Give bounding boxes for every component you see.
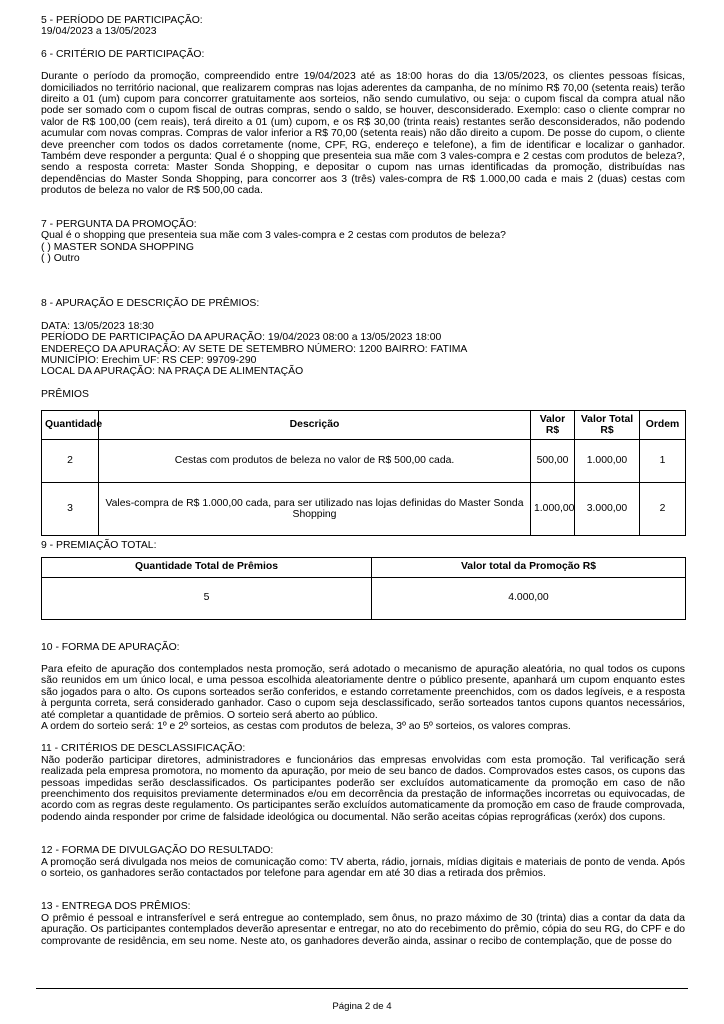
table-row: [42, 483, 686, 536]
section-7-question: Qual é o shopping que presenteia sua mãe com 3 vales-compra e 2 cestas com produtos de beleza?: [41, 230, 506, 242]
section-13-text: O prêmio é pessoal e intransferível e será entregue ao contemplado, sem ônus, no prazo máximo de 30 (trinta) dias a contar da data da apuração. Os participantes contemplados deverão apresentar e entregar, no ato do recebimento do prêmio, cópia do seu RG, do CPF e do comprovante de residência, em seu nome. Neste ato, os ganhadores deverão ainda, assinar o recibo de contemplação, que de posse do: [41, 912, 685, 947]
col-header-ordem: Ordem: [640, 411, 686, 440]
cell-valor-total: 3.000,00: [575, 483, 640, 536]
cell-quantidade-total: 5: [42, 577, 372, 619]
section-7-title: 7 - PERGUNTA DA PROMOÇÃO:: [41, 218, 197, 230]
section-5-title: 5 - PERÍODO DE PARTICIPAÇÃO:: [41, 15, 203, 26]
cell-valor: 1.000,00: [531, 483, 575, 536]
section-7-option-1: ( ) MASTER SONDA SHOPPING: [41, 241, 194, 253]
apuracao-municipio: MUNICÍPIO: Erechim UF: RS CEP: 99709-290: [41, 354, 257, 366]
cell-descricao: Vales-compra de R$ 1.000,00 cada, para ser utilizado nas lojas definidas do Master Sonda Shopping: [99, 483, 531, 536]
section-7-option-2: ( ) Outro: [41, 252, 80, 264]
section-9-title: 9 - PREMIAÇÃO TOTAL:: [41, 540, 157, 552]
premiacao-total-header: [42, 557, 686, 577]
col-header-quantidade: Quantidade: [42, 411, 99, 440]
section-5-text: 19/04/2023 a 13/05/2023: [41, 26, 157, 38]
section-12-title: 12 - FORMA DE DIVULGAÇÃO DO RESULTADO:: [41, 845, 274, 857]
section-6-title: 6 - CRITÉRIO DE PARTICIPAÇÃO:: [41, 48, 205, 60]
premiacao-total-table: [41, 557, 686, 620]
section-8-title: 8 - APURAÇÃO E DESCRIÇÃO DE PRÊMIOS:: [41, 298, 260, 310]
cell-quantidade: 3: [42, 483, 99, 536]
cell-ordem: 1: [640, 440, 686, 483]
section-6-text: Durante o período da promoção, compreendido entre 19/04/2023 até as 18:00 horas do dia 13/05/2023, os clientes pessoas físicas, domiciliados no território nacional, que realizarem compras nas lojas aderentes da campanha, de no mínimo R$ 70,00 (setenta reais) terão direito a 01 (um) cupom para concorrer gratuitamente aos sorteios, não sendo cumulativo, ou seja: o cupom fiscal da compra atual não pode ser somado com o cupom fiscal de outras compras, sendo o saldo, se houver, desconsiderado. Exemplo: caso o cliente comprar no valor de R$ 100,00 (cem reais), terá direito a 01 (um) cupom, e os R$ 30,00 (trinta reais) restantes serão desconsiderados, não podendo acumular com novas compras. Compras de valor inferior a R$ 70,00 (setenta reais) não dão direito a cupom. De posse do cupom, o cliente deve preencher com todos os dados corretamente (nome, CPF, RG, endereço e telefone), a fim de identificar e localizar o ganhador. Também deve responder a pergunta: Qual é o shopping que presenteia sua mãe com 3 vales-compra e 2 cestas com produtos de beleza?, sendo a resposta correta: Master Sonda Shopping, e depositar o cupom nas urnas identificadas da promoção, distribuídas nas dependências do Master Sonda Shopping, para concorrer aos 3 (três) vales-compra de R$ 1.000,00 cada e mais 2 (duas) cestas com produtos de beleza no valor de R$ 500,00 cada.: [41, 71, 685, 197]
cell-ordem: 2: [640, 483, 686, 536]
apuracao-endereco: ENDEREÇO DA APURAÇÃO: AV SETE DE SETEMBRO NÚMERO: 1200 BAIRRO: FATIMA: [41, 343, 468, 355]
col-header-quantidade-total: Quantidade Total de Prêmios: [42, 557, 372, 577]
document-page: [41, 15, 685, 947]
section-13-title: 13 - ENTREGA DOS PRÊMIOS:: [41, 901, 191, 913]
col-header-descricao: Descrição: [99, 411, 531, 440]
col-header-valor: Valor R$: [531, 411, 575, 440]
premios-label: PRÊMIOS: [41, 388, 89, 400]
premios-table: [41, 410, 686, 536]
section-10-order: A ordem do sorteio será: 1º e 2º sorteios, as cestas com produtos de beleza, 3º ao 5º sorteios, os valores compras.: [41, 721, 571, 732]
section-10-title: 10 - FORMA DE APURAÇÃO:: [41, 641, 180, 653]
apuracao-data: DATA: 13/05/2023 18:30: [41, 320, 154, 332]
cell-valor-total-promocao: 4.000,00: [372, 577, 686, 619]
cell-valor-total: 1.000,00: [575, 440, 640, 483]
footer-divider: [36, 988, 688, 989]
section-11-text: Não poderão participar diretores, administradores e funcionários das empresas envolvidas com esta promoção. Tal verificação será realizada pela empresa promotora, no momento da apuração, por meio de seu banco de dados. Comprovados estes casos, os cupons das pessoas impedidas serão desclassificados. Os participantes poderão ser excluídos automaticamente da promoção em caso de não preenchimento dos requisitos previamente determinados e/ou em decorrência da prestação de informações incorretas ou equivocadas, de acordo com as regras deste regulamento. Os participantes serão excluídos automaticamente da promoção em caso de fraude comprovada, podendo ainda responder por crime de falsidade ideológica ou documental. Não serão aceitas cópias reprográficas (xeróx) dos cupons.: [41, 754, 685, 823]
section-11-title: 11 - CRITÉRIOS DE DESCLASSIFICAÇÃO:: [41, 743, 246, 755]
premios-table-header: [42, 411, 686, 440]
table-row: [42, 577, 686, 619]
cell-descricao: Cestas com produtos de beleza no valor de R$ 500,00 cada.: [99, 440, 531, 483]
apuracao-periodo: PERÍODO DE PARTICIPAÇÃO DA APURAÇÃO: 19/04/2023 08:00 a 13/05/2023 18:00: [41, 332, 442, 344]
section-10-text: Para efeito de apuração dos contemplados nesta promoção, será adotado o mecanismo de apuração aleatória, no qual todos os cupons são reunidos em um único local, e uma pessoa escolhida aleatoriamente dentre o público presente, apanhará um cupom enquanto estes são jogados para o alto. Os cupons sorteados serão conferidos, e estando corretamente preenchidos, com os dados legíveis, e a resposta à pergunta correta, será considerado ganhador. Caso o cupom seja desclassificado, serão sorteados tantos cupons quantos necessários, até completar a quantidade de prêmios. O sorteio será aberto ao público.: [41, 663, 685, 721]
col-header-valor-total-promocao: Valor total da Promoção R$: [372, 557, 686, 577]
table-row: [42, 440, 686, 483]
col-header-valor-total: Valor Total R$: [575, 411, 640, 440]
cell-valor: 500,00: [531, 440, 575, 483]
cell-quantidade: 2: [42, 440, 99, 483]
section-12-text: A promoção será divulgada nos meios de comunicação como: TV aberta, rádio, jornais, mídias digitais e materiais de ponto de venda. Após o sorteio, os ganhadores serão contactados por telefone para agendar em até 30 dias a retirada dos prêmios.: [41, 856, 685, 880]
page-number: Página 2 de 4: [332, 1001, 392, 1012]
apuracao-local: LOCAL DA APURAÇÃO: NA PRAÇA DE ALIMENTAÇÃO: [41, 366, 304, 378]
